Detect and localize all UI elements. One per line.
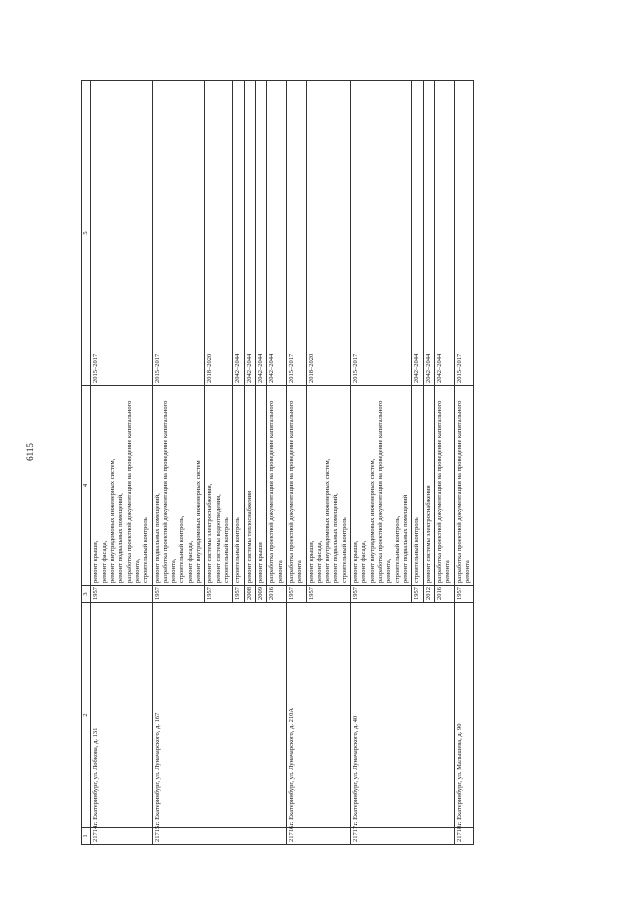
works-cell: ремонт системы электроснабжения, ремонт системы водоотведения, строительный контроль — [205, 386, 233, 586]
header-col-4: 4 — [82, 386, 91, 586]
period-cell: 2015–2017 — [91, 81, 152, 386]
works-cell: ремонт крыши, ремонт фасада, ремонт внутридомовых инженерных систем, ремонт подвальных помещений, строительный контроль — [306, 386, 351, 586]
record-number: 21718. — [454, 828, 474, 845]
period-cell: 2018–2020 — [306, 81, 351, 386]
period-cell: 2042–2044 — [267, 81, 287, 386]
record-number: 21714. — [91, 828, 152, 845]
works-cell: разработка проектной документации на проведение капитального ремонта — [267, 386, 287, 586]
year-cell: 2016 — [267, 586, 287, 603]
works-cell: разработка проектной документации на проведение капитального ремонта — [434, 386, 454, 586]
year-cell: 2012 — [423, 586, 434, 603]
header-col-2: 2 — [82, 603, 91, 828]
works-cell: ремонт крыши, ремонт фасада, ремонт внутридомовых инженерных систем, разработка проектной документации на проведение капитального ремонта, строительный контроль, ремонт подвальных помещений — [351, 386, 412, 586]
table-row — [91, 81, 152, 845]
works-cell: ремонт подвальных помещений, разработка проектной документации на проведение капитального ремонта, строительный контроль, ремонт фасада, ремонт внутридомовых инженерных систем — [152, 386, 205, 586]
period-cell: 2015–2017 — [454, 81, 474, 386]
table-body — [91, 81, 474, 845]
table-row — [454, 81, 474, 845]
works-cell: строительный контроль — [233, 386, 244, 586]
table-row — [351, 81, 412, 845]
year-cell: 2008 — [244, 586, 255, 603]
page-number: 6115 — [25, 443, 35, 461]
address-cell: г. Екатеринбург, ул. Луначарского, д. 167 — [152, 603, 286, 828]
header-col-1: 1 — [82, 828, 91, 845]
period-cell: 2042–2044 — [434, 81, 454, 386]
works-cell: разработка проектной документации на проведение капитального ремонта — [286, 386, 306, 586]
works-cell: ремонт крыши — [255, 386, 266, 586]
works-cell: ремонт крыши, ремонт фасада, ремонт внутридомовых инженерных систем, ремонт подвальных помещений, разработка проектной документации на проведение капитального ремонта, строительный контроль — [91, 386, 152, 586]
table-row — [286, 81, 306, 845]
period-cell: 2042–2044 — [423, 81, 434, 386]
period-cell: 2015–2017 — [286, 81, 306, 386]
works-cell: ремонт системы теплоснабжения — [244, 386, 255, 586]
period-cell: 2015–2017 — [152, 81, 205, 386]
header-col-3: 3 — [82, 586, 91, 603]
works-cell: строительный контроль — [412, 386, 423, 586]
year-cell: 1957 — [205, 586, 233, 603]
year-cell: 1957 — [286, 586, 306, 603]
period-cell: 2042–2044 — [233, 81, 244, 386]
period-cell: 2042–2044 — [244, 81, 255, 386]
works-cell: разработка проектной документации на проведение капитального ремонта — [454, 386, 474, 586]
address-cell: г. Екатеринбург, ул. Малышева, д. 90 — [454, 603, 474, 828]
works-cell: ремонт системы электроснабжения — [423, 386, 434, 586]
year-cell: 1957 — [351, 586, 412, 603]
year-cell: 1957 — [454, 586, 474, 603]
year-cell: 2009 — [255, 586, 266, 603]
year-cell: 1957 — [306, 586, 351, 603]
table-row — [152, 81, 205, 845]
year-cell: 1957 — [91, 586, 152, 603]
record-number: 21716. — [286, 828, 350, 845]
address-cell: г. Екатеринбург, ул. Луначарского, д. 210А — [286, 603, 350, 828]
record-number: 21715. — [152, 828, 286, 845]
period-cell: 2015–2017 — [351, 81, 412, 386]
header-row — [82, 81, 91, 845]
period-cell: 2018–2020 — [205, 81, 233, 386]
record-number: 21717. — [351, 828, 454, 845]
header-col-5: 5 — [82, 81, 91, 386]
period-cell: 2042–2044 — [255, 81, 266, 386]
address-cell: г. Екатеринбург, ул. Луначарского, д. 40 — [351, 603, 454, 828]
period-cell: 2042–2044 — [412, 81, 423, 386]
rotated-page — [81, 80, 602, 845]
address-cell: г. Екатеринбург, ул. Лобкова, д. 131 — [91, 603, 152, 828]
year-cell: 1957 — [412, 586, 423, 603]
year-cell: 1957 — [233, 586, 244, 603]
year-cell: 2016 — [434, 586, 454, 603]
year-cell: 1957 — [152, 586, 205, 603]
repair-schedule-table — [81, 80, 474, 845]
